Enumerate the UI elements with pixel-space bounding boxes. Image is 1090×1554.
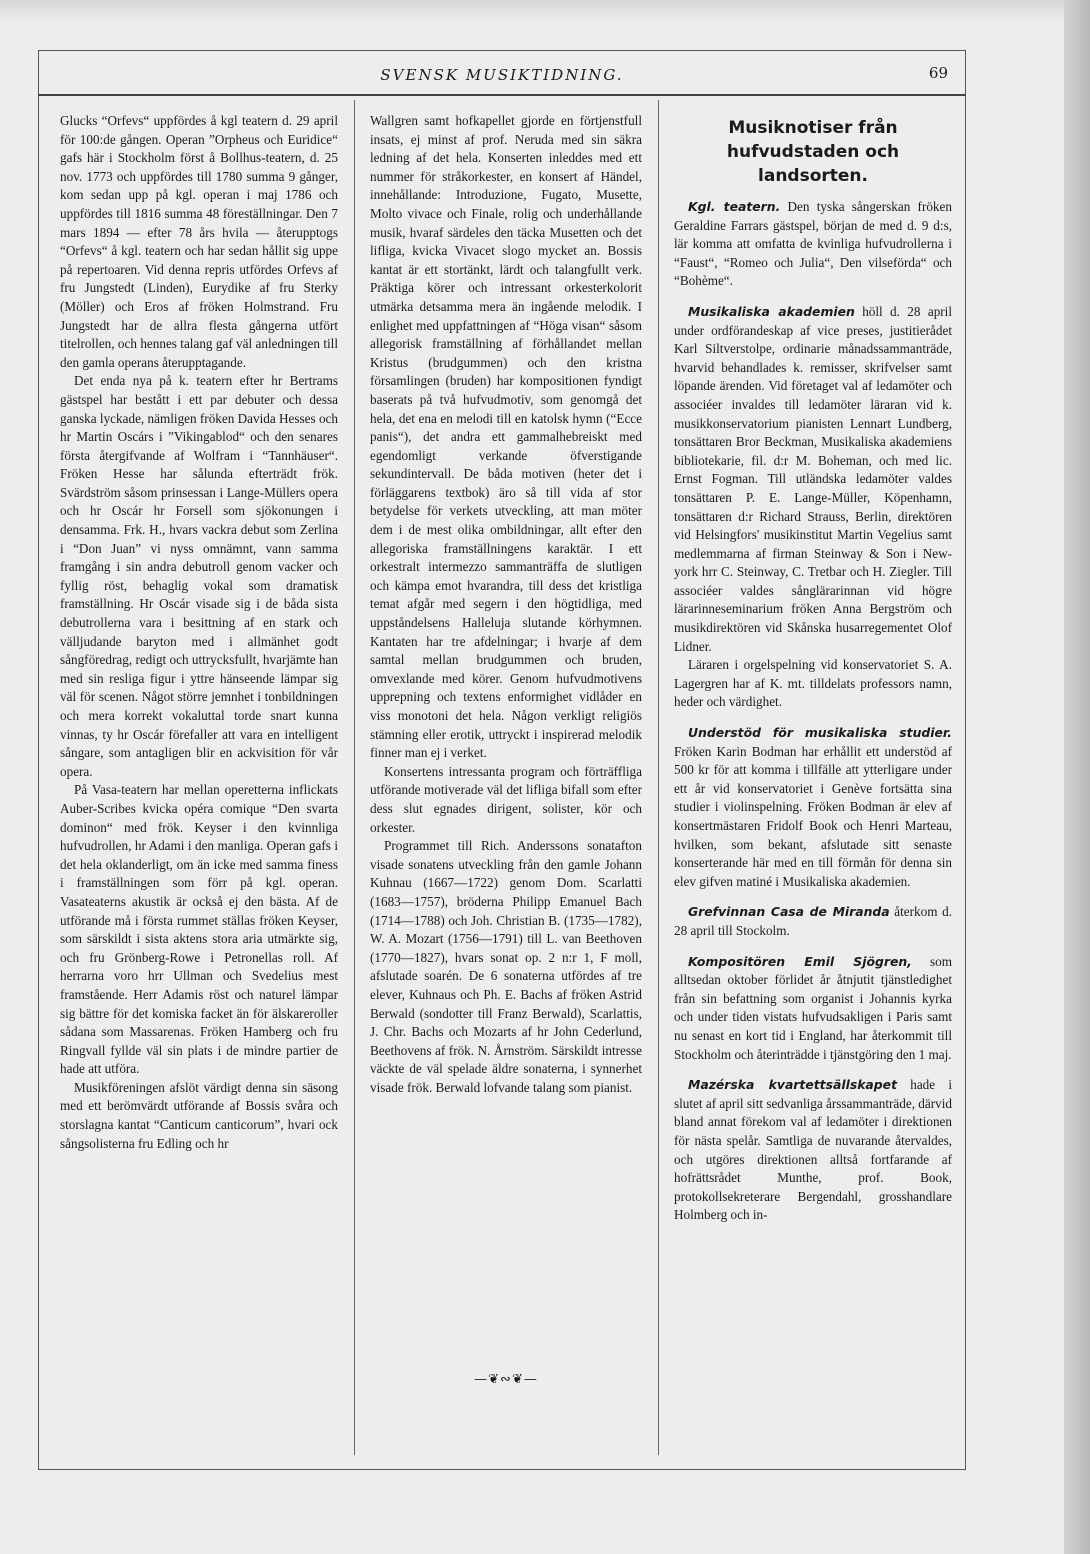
notice-musikaliska-akademien: [674, 303, 952, 656]
section-end-ornament: —❦∾❦—: [474, 1372, 538, 1387]
col1-paragraph-debuts: Det enda nya på k. teatern efter hr Bertrams gästspel har bestått i ett par debuter och dessa ganska lyckade, nämligen fröken Davida Hesses och hr Martin Oscárs i ”Vikingablod“ och den senares första återgifvande af Wolfram i “Tannhäuser“. Fröken Hesse har sålunda efterträdt frök. Svärdström såsom prinsessan i Lange-Müllers opera och hr Oscár hr Forsell som sjökonungen i densamma. Frk. H., hvars vackra debut som Zerlina i “Don Juan” vi nyss omnämnt, vann samma framgång i sin andra debutroll genom vacker och fyllig röst, behaglig vokal som dramatisk framställning. Hr Oscár visade sig i de båda sista debutrollerna vara i besittning af en stark och välljudande baryton med i allmänhet godt sångföredrag, redigt och uttrycksfullt, hvarjämte han med sin resliga figur i yttre hänseende lämpar sig väl för scenen. Något större jemnhet i tonbildningen och mera korrekt vokaluttal torde snart kunna vinnas, ty hr Oscár förefaller att vara en intelligent sångare, som antagligen blir en ackvisition för vår opera.: [60, 373, 338, 779]
col1-paragraph-vasa-teatern: På Vasa-teatern har mellan operetterna inflickats Auber-Scribes kvicka opéra comique “Den svarta dominon“ med frök. Keyser i den kvinnliga hufvudrollen, hr Adami i den manliga. Operan gafs i det hela oklanderligt, om än icke med samma finess i framställningen som förr på kgl. operan. Vasateaterns akustik är också ej den bästa. Af de utförande må i första rummet ställas fröken Keyser, som särskildt i sista aktens stora aria utmärkte sig, och fru Grönberg-Rowe i Petronellas roll. Af herrarna voro hrr Ullman och Svedelius mest framstående. Herr Adamis röst och naturel lämpar sig bättre för det komiska facket än för älskareroller sådana som Massarenas. Fröken Hamberg och fru Ringvall fyllde väl sin plats i de mindre partier de hade att utföra.: [60, 782, 338, 1077]
notice-body: Fröken Karin Bodman har erhållit ett understöd af 500 kr för att komma i tillfälle att ytterligare under ett år vid konservatoriet i Genève fortsätta sina studier i violinspelning. Fröken Bodman är elev af konsertmästaren Fridolf Book och Henri Marteau, hvilken, som bekant, afslutade sitt senaste konserterande här med en till förmån för denna sin elev gifven matiné i Musikaliska akademien.: [674, 743, 952, 889]
notice-body: återkom d. 28 april till Stockolm.: [674, 904, 952, 938]
notice-kgl-teatern: [674, 198, 952, 291]
col2-paragraph-kantat: Wallgren samt hofkapellet gjorde en förtjenstfull insats, ej minst af prof. Neruda med sin säkra ledning af det hela. Konserten inleddes med ett nummer för stråkorkester, en konsert af Händel, innehållande: Introduzione, Fugato, Musette, Molto vivace och Finale, rolig och underhållande musik, hvaraf särdeles den täcka Musetten och det lifliga, kvicka Vivacet slogo mycket an. Bossis kantat är ett stortänkt, lärdt och talangfullt verk. Präktiga körer och intressant orkesterkolorit utmärka detsamma mera än ingående melodik. I enlighet med uppfattningen af “Höga visan“ såsom allegorisk framställning af förhållandet mellan Kristus (brudgummen) och den kristna församlingen (bruden) har kompositionen fyndigt baserats på två hufvudmotiv, som genomgå det hela, det ena en melodi till en katolsk hymn (“Ecce panis“), det andra ett gammalhebreiskt med egendomligt verkande öfverstigande sekundintervall. De båda motiven (heter det i förläggarens textbok) äro så till vida af stor betydelse för verkets utveckling, att man möter dem i de mest olika ombildningar, allt efter den allegoriska framställningens karaktär. I ett orkestralt intermezzo sammanträffa de slutligen och kämpa emot hvarandra, till dess det kristliga temat afgår med segern i den högtidliga, med uppståndelsens Halleluja slutande körhymnen. Kantaten har tre afdelningar; i hvarje af dem samtal mellan brudgummen och bruden, omvexlande med körer. Genom hufvudmotivens upprepning och textens enformighet vidlåder en viss monotoni det hela. Någon verkligt religiös stämning eller erotik, uttryckt i inspirerad melodik finner man ej i verket.: [370, 113, 642, 761]
notice-understod: [674, 724, 952, 891]
scan-right-edge: [1064, 0, 1090, 1554]
notice-mazerska: [674, 1076, 952, 1225]
column-1: [60, 112, 338, 1452]
notice-lead: Understöd för musikaliska studier.: [688, 725, 952, 741]
notice-casa-de-miranda: [674, 903, 952, 940]
col2-paragraph-sonatafton: Programmet till Rich. Anderssons sonatafton visade sonatens utveckling från den gamle Johann Kuhnau (1667—1722) genom Dom. Scarlatti (1683—1757), bröderna Philipp Emanuel Bach (1714—1788) och Joh. Christian B. (1735—1782), W. A. Mozart (1756—1791) till L. van Beethoven (1770—1827), hvars sonat op. 2 n:r 1, F moll, afslutade soarén. De 6 sonaterna utfördes af tre elever, Kuhnaus och Ph. E. Bachs af fröken Astrid Berwald (sondotter till Franz Berwald), Scarlattis, J. Chr. Bachs och Mozarts af hr John Cederlund, Beethovens af frök. N. Årnström. Särskildt intresse väckte de väl spelade äldre sonaterna, i synnerhet visade frök. Berwald lofvande talang som pianist.: [370, 838, 642, 1095]
journal-title: SVENSK MUSIKTIDNING.: [380, 66, 624, 84]
scan-top-edge: [0, 0, 1090, 22]
notice-body: som alltsedan oktober förlidet år åtnjutit tjänstledighet från sin befattning som organist i Johannis kyrka och under tiden vistats hufvudsakligen i Paris samt nu senast en kort tid i England, har återkommit till Stockholm och återinträdde i tjänstgöring den 1 maj.: [674, 953, 952, 1062]
notice-lead: Musikaliska akademien: [688, 303, 855, 319]
column-rule-2: [658, 100, 659, 1455]
notice-lead: Kompositören Emil Sjögren,: [688, 953, 912, 969]
column-rule-1: [354, 100, 355, 1455]
col2-paragraph-program: Konsertens intressanta program och förträffliga utförande motiverade väl det lifliga bifall som efter dess slut egnades dirigent, solister, kör och orkester.: [370, 763, 642, 835]
page-number: 69: [928, 64, 948, 82]
notice-lagergren: Läraren i orgelspelning vid konservatoriet S. A. Lagergren har af K. mt. tilldelats professors namn, heder och värdighet.: [674, 657, 952, 710]
notice-emil-sjogren: [674, 953, 952, 1065]
col1-paragraph-orfevs: Glucks “Orfevs“ uppfördes å kgl teatern d. 29 april för 100:de gången. Operan ”Orpheus och Euridice“ gafs här i Stockholm först å Bollhus-teatern, d. 25 nov. 1773 och uppfördes till 1780 summa 9 gånger, kom sedan upp på kgl. operan i maj 1786 och uppfördes till 1816 summa 48 föreställningar. Den 7 mars 1894 — efter 78 års hvila — återupptogs “Orfevs“ å kgl. teatern och har sedan hållit sig uppe på repertoaren. Vid denna repris utfördes Orfevs af fru Jungstedt (Linden), Eurydike af fru Sterky (Möller) och Eros af fröken Holmstrand. Fru Jungstedt har de allra flesta gångerna utfört titelrollen, och hennes talang gaf väl anledningen till den gamla operans återupptagande.: [60, 113, 338, 370]
column-2: [370, 112, 642, 1402]
notice-body: hade i slutet af april sitt sedvanliga årssammanträde, därvid bland annat förekom val af ledamöter i direktionen för nästa spelår. Samtliga de nuvarande återvaldes, och utgöres direktionen alltså fortfarande af hofrättsrådet Munthe, prof. Book, protokollsekreterare Bergendahl, grosshandlare Holmberg och in-: [674, 1077, 952, 1223]
col1-paragraph-musikforeningen: Musikföreningen afslöt värdigt denna sin säsong med ett berömvärdt utförande af Bossis svåra och storslagna kantat “Canticum canticorum”, hvari ock sångsolisterna fru Edling och hr: [60, 1079, 338, 1151]
section-heading: Musiknotiser från hufvudstaden och landsorten.: [726, 118, 900, 186]
notice-body: Den tyska sångerskan fröken Geraldine Farrars gästspel, början de med d. 9 d:s, lär komma att omfatta de kvinliga hufvudrollerna i “Faust“, “Romeo och Julia“, Den vilseförda“ och “Bohème“.: [674, 199, 952, 289]
notice-lead: Grefvinnan Casa de Miranda: [688, 904, 890, 920]
running-header: [38, 58, 966, 96]
column-3: [674, 112, 952, 1452]
notice-lead: Mazérska kvartettsällskapet: [688, 1077, 897, 1093]
notice-body: höll d. 28 april under ordförandeskap af vice preses, justitierådet Karl Siltverstolpe, ordinarie månadssammanträde, hvarvid behandlades k. remisser, skrifvelser samt löpande ärenden. Vid företaget val af ledamöter och associéer invaldes till ledamöter läraran vid k. musikkonservatorium pianisten Lennart Lundberg, tonsättaren Bror Beckman, Musikaliska akademiens bibliotekarie, fil. d:r M. Boheman, och med lic. Ernst Fogman. Till utländska ledamöter valdes tonsättaren P. E. Lange-Müller, Köpenhamn, tonsättaren d:r Richard Strauss, Berlin, direktören vid Helsingfors' musikinstitut Martin Vegelius samt medlemmarna af firman Steinway & Son i New-york hrr C. Steinway, C. Tretbar och H. Ziegler. Till associéer valdes sånglärarinnan vid högre lärarinneseminarium fröken Anna Bergström och musikdirektören vid Skånska husarregementet Olof Lidner.: [674, 303, 952, 654]
notice-lead: Kgl. teatern.: [688, 199, 781, 214]
